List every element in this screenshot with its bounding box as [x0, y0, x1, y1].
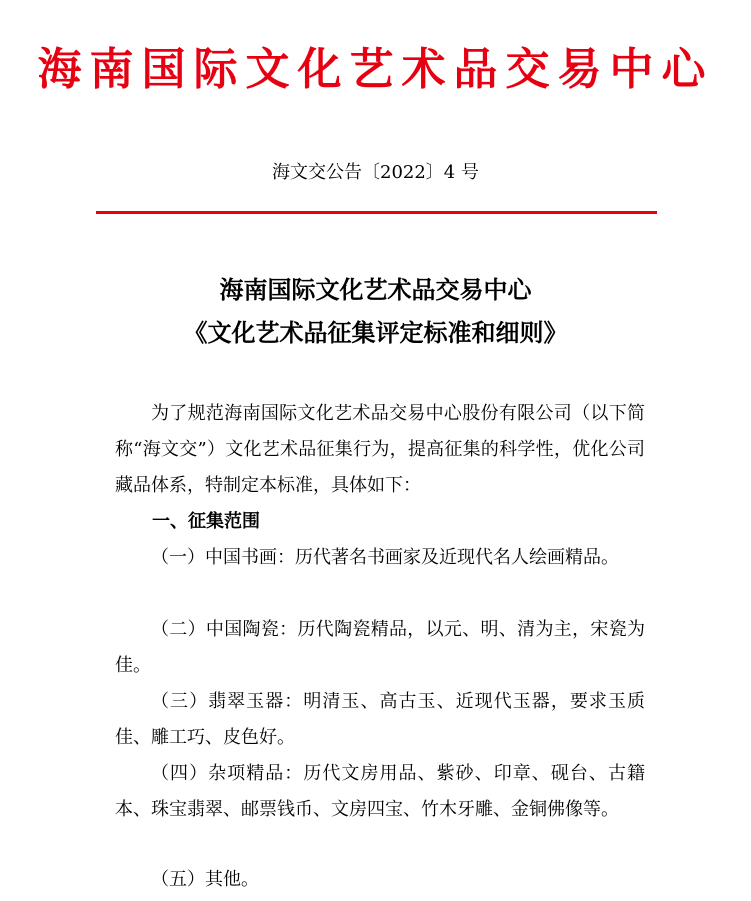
masthead-organization-name: 海南国际文化艺术品交易中心	[37, 44, 714, 95]
document-title-line-1: 海南国际文化艺术品交易中心	[219, 276, 532, 304]
scope-item-chinese-ceramics: （二）中国陶瓷：历代陶瓷精品，以元、明、清为主，宋瓷为佳。	[115, 619, 645, 676]
scope-item-jade: （三）翡翠玉器：明清玉、高古玉、近现代玉器，要求玉质佳、雕工巧、皮色好。	[115, 691, 645, 748]
section-heading-collection-scope: 一、征集范围	[152, 511, 260, 532]
scope-item-other: （五）其他。	[151, 869, 259, 890]
document-number: 海文交公告〔2022〕4 号	[272, 162, 479, 183]
scope-item-miscellaneous: （四）杂项精品：历代文房用品、紫砂、印章、砚台、古籍本、珠宝翡翠、邮票钱币、文房四宝、竹木牙雕、金铜佛像等。	[115, 763, 645, 820]
intro-paragraph: 为了规范海南国际文化艺术品交易中心股份有限公司（以下简称“海文交”）文化艺术品征集行为，提高征集的科学性，优化公司藏品体系，特制定本标准，具体如下：	[115, 403, 645, 496]
red-divider-line	[96, 211, 657, 214]
document-title-line-2: 《文化艺术品征集评定标准和细则》	[183, 319, 568, 347]
scope-item-chinese-painting: （一）中国书画：历代著名书画家及近现代名人绘画精品。	[151, 547, 619, 568]
